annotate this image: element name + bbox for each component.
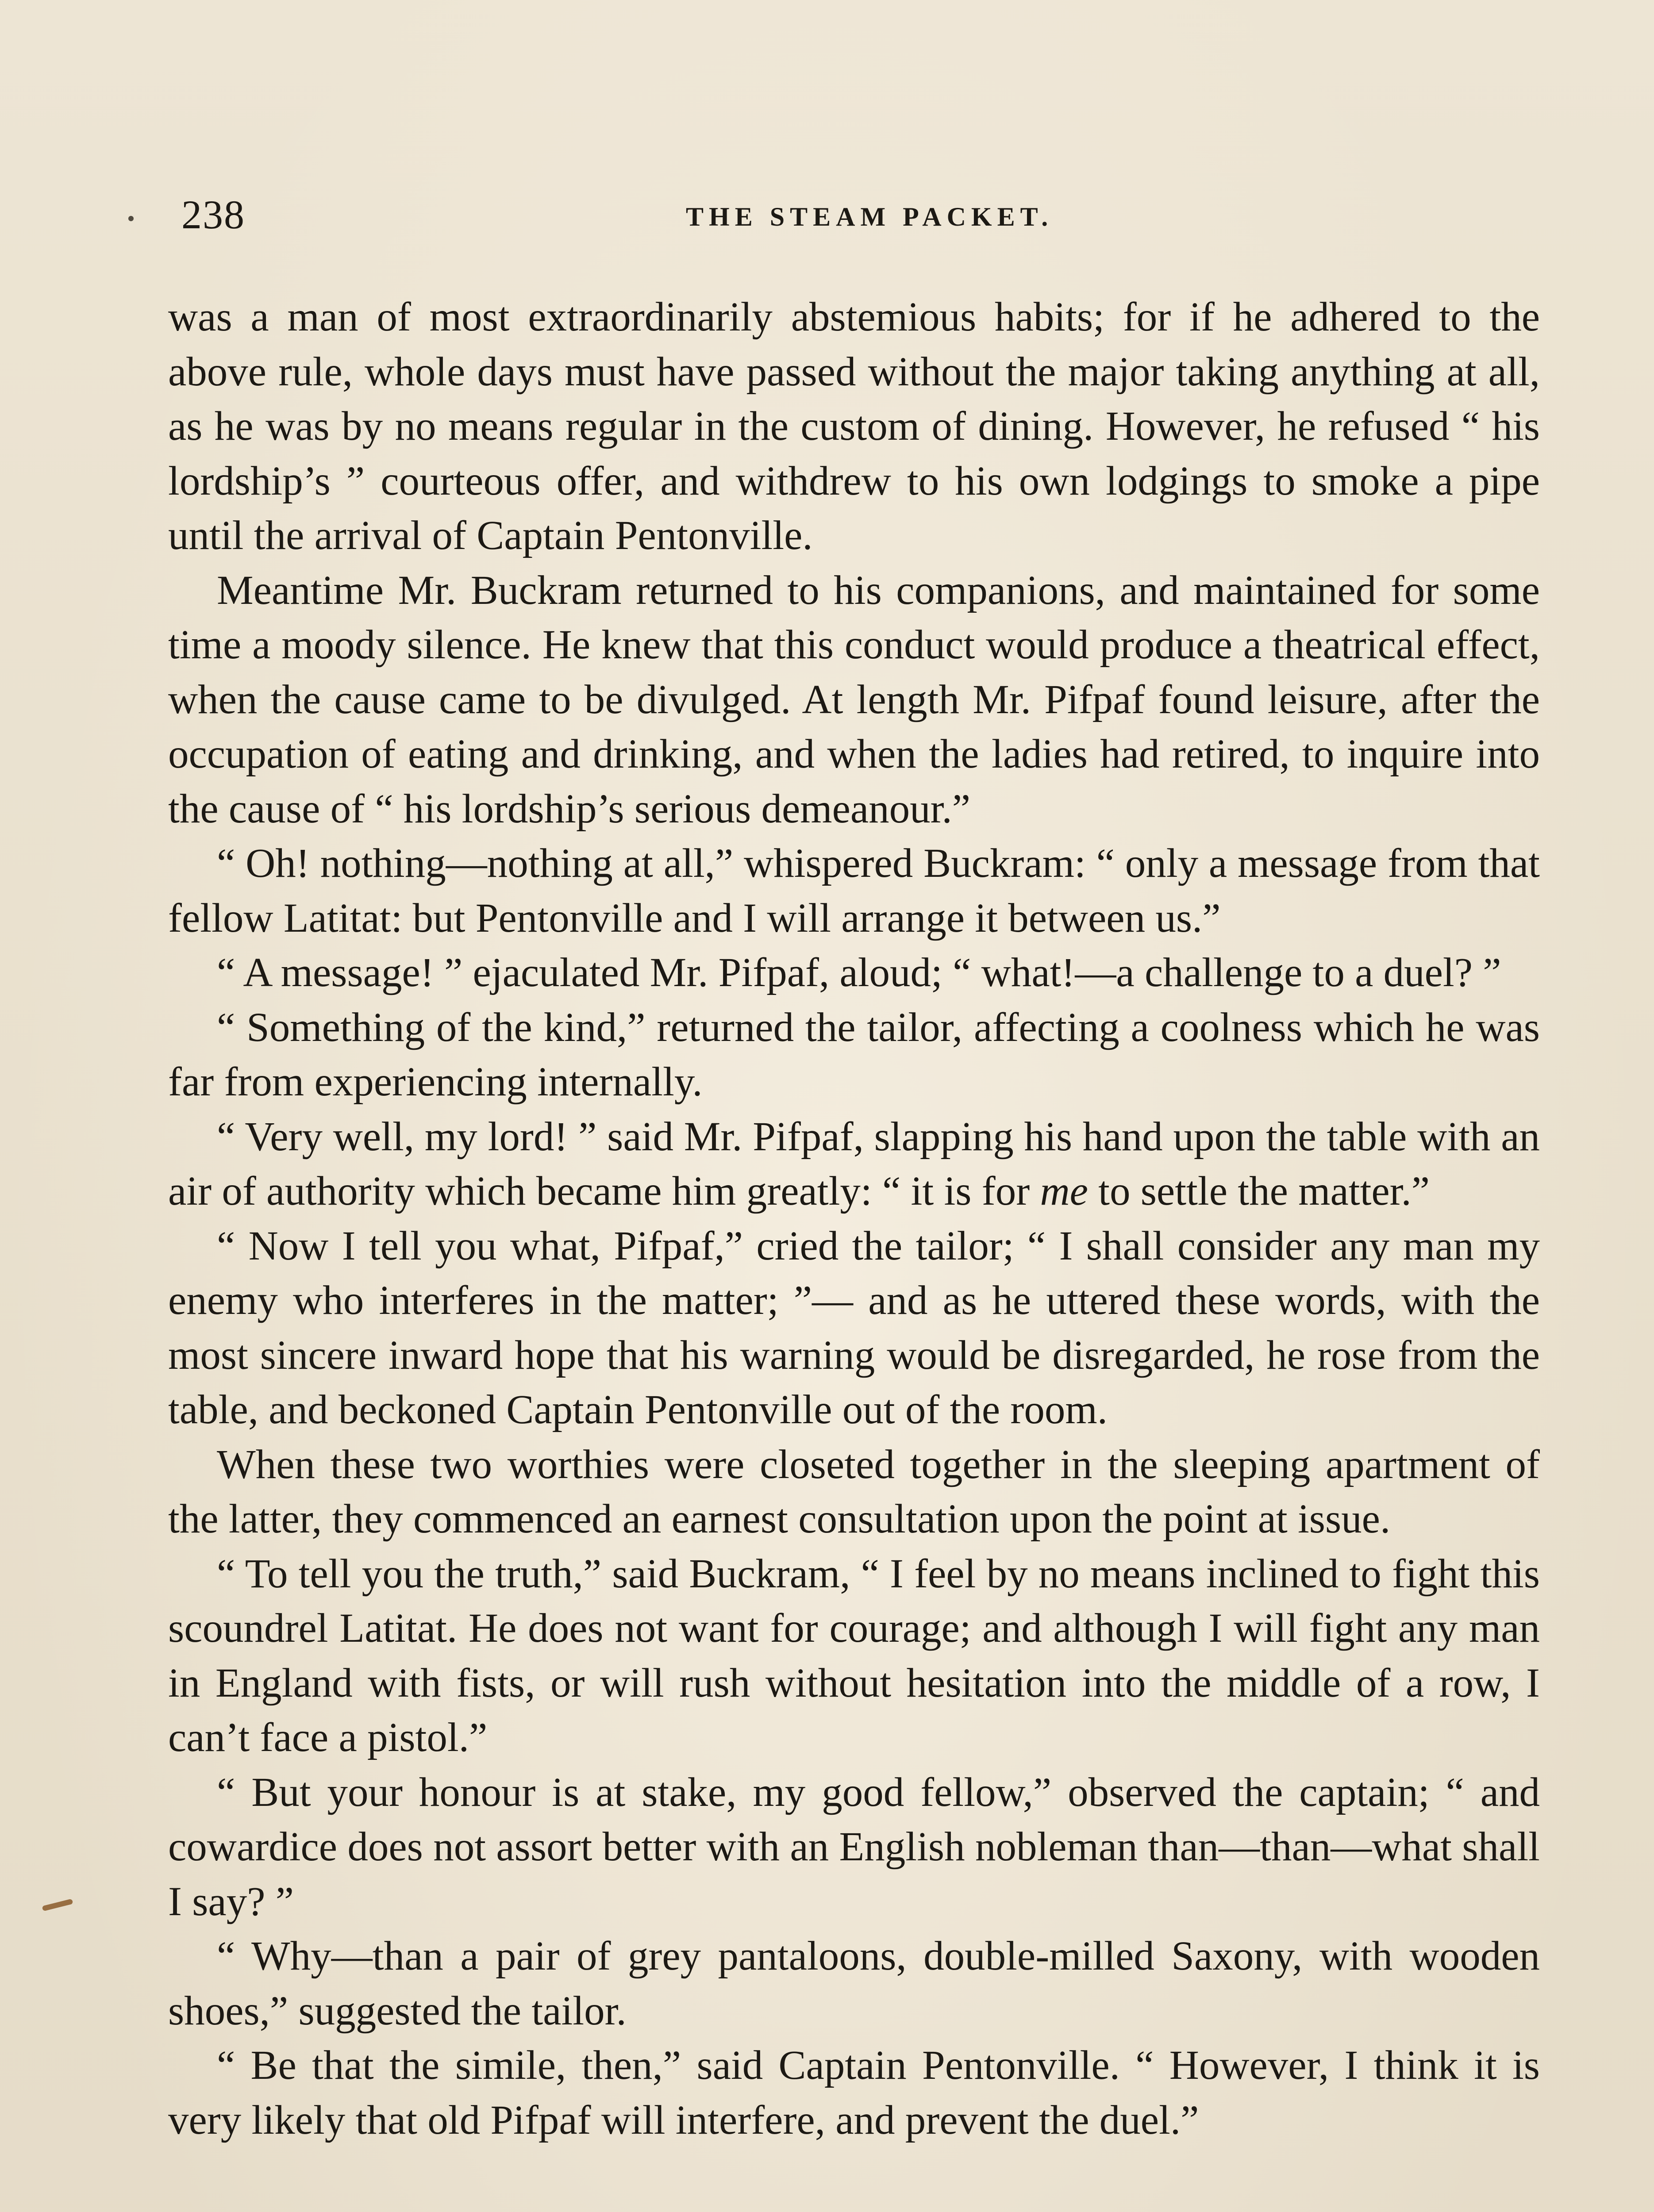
paragraph-12: “ Be that the simile, then,” said Captain Pentonville. “ However, I think it is very likely that old Pifpaf will interfere, and prevent the duel.” [168, 2043, 1540, 2143]
emphasis-word: me [1040, 1168, 1088, 1214]
paragraph-6 [168, 1110, 1540, 1219]
margin-dot [128, 216, 134, 221]
paragraph-3: “ Oh! nothing—nothing at all,” whispered Buckram: “ only a message from that fellow Latitat: but Pentonville and I will arrange it between us.” [168, 841, 1540, 941]
paragraph-9: “ To tell you the truth,” said Buckram, “ I feel by no means inclined to fight this scoundrel Latitat. He does not want for courage; and although I will fight any man in England with fists, or will rush without hesitation into the middle of a row, I can’t face a pistol.” [168, 1551, 1540, 1760]
paragraph-11: “ Why—than a pair of grey pantaloons, double-milled Saxony, with wooden shoes,” suggested the tailor. [168, 1933, 1540, 2034]
paragraph-1: was a man of most extraordinarily abstemious habits; for if he adhered to the above rule, whole days must have passed without the major taking anything at all, as he was by no means regular in the custom of dining. However, he refused “ his lordship’s ” courteous offer, and withdrew to his own lodgings to smoke a pipe until the arrival of Captain Pentonville. [168, 294, 1540, 558]
paragraph-4: “ A message! ” ejaculated Mr. Pifpaf, aloud; “ what!—a challenge to a duel? ” [217, 950, 1501, 995]
paragraph-6-after: to settle the matter.” [1088, 1168, 1430, 1214]
running-title: THE STEAM PACKET. [686, 202, 1054, 231]
margin-ink-mark [42, 1899, 73, 1912]
page-body-text [168, 290, 1540, 2147]
paragraph-5: “ Something of the kind,” returned the tailor, affecting a coolness which he was far from experiencing internally. [168, 1004, 1540, 1105]
page-header [177, 190, 1540, 239]
paragraph-10: “ But your honour is at stake, my good fellow,” observed the captain; “ and cowardice does not assort better with an English nobleman than—than—what shall I say? ” [168, 1769, 1540, 1924]
paragraph-7: “ Now I tell you what, Pifpaf,” cried the tailor; “ I shall consider any man my enemy who interferes in the matter; ”— and as he uttered these words, with the most sincere inward hope that his warning would be disregarded, he rose from the table, and beckoned Captain Pentonville out of the room. [168, 1223, 1540, 1432]
paragraph-2: Meantime Mr. Buckram returned to his companions, and maintained for some time a moody silence. He knew that this conduct would produce a theatrical effect, when the cause came to be divulged. At length Mr. Pifpaf found leisure, after the occupation of eating and drinking, and when the ladies had retired, to inquire into the cause of “ his lordship’s serious demeanour.” [168, 567, 1540, 832]
paragraph-6-before: “ Very well, my lord! ” said Mr. Pifpaf, slapping his hand upon the table with an air of authority which became him greatly: “ it is for [168, 1114, 1540, 1214]
page-number: 238 [181, 192, 245, 237]
paragraph-8: When these two worthies were closeted together in the sleeping apartment of the latter, they commenced an earnest consultation upon the point at issue. [168, 1441, 1540, 1542]
